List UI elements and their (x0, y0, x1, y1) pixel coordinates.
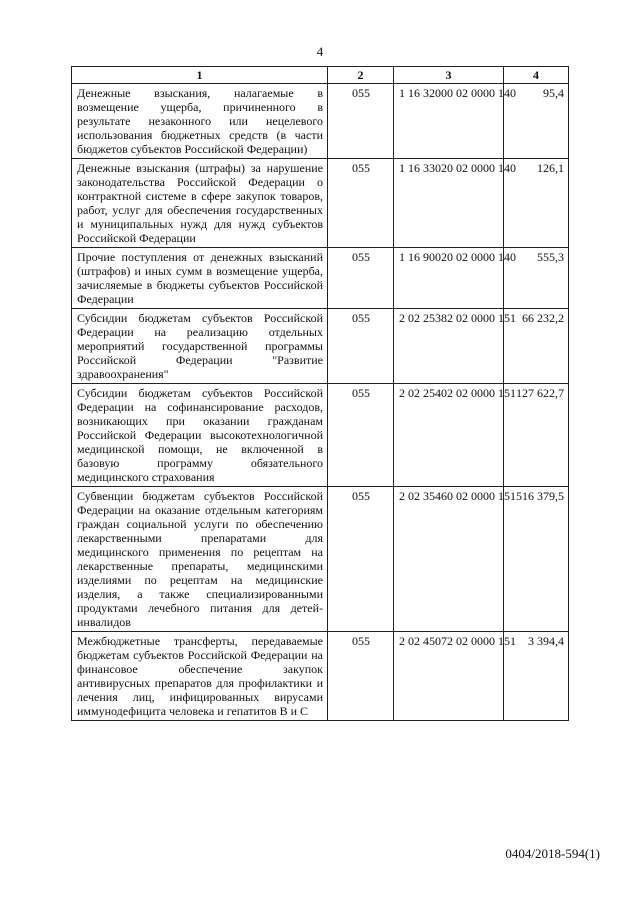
budget-revenue-table (71, 66, 569, 721)
budget-classification-code: 2 02 25402 02 0000 151 (394, 384, 504, 487)
column-header: 4 (504, 67, 569, 84)
amount: 516 379,5 (504, 487, 569, 632)
administrator-code: 055 (328, 248, 394, 309)
amount: 3 394,4 (504, 632, 569, 721)
amount: 555,3 (504, 248, 569, 309)
administrator-code: 055 (328, 632, 394, 721)
table-row (72, 487, 569, 632)
table-header-row (72, 67, 569, 84)
amount: 127 622,7 (504, 384, 569, 487)
table-row (72, 309, 569, 384)
administrator-code: 055 (328, 159, 394, 248)
budget-classification-code: 2 02 35460 02 0000 151 (394, 487, 504, 632)
administrator-code: 055 (328, 384, 394, 487)
amount: 95,4 (504, 84, 569, 159)
administrator-code: 055 (328, 309, 394, 384)
revenue-description: Субсидии бюджетам субъектов Российской Федерации на софинансирование расходов, возникающих при оказании гражданам Российской Федерации высокотехнологичной медицинской помощи, не включенной в базовую программу обязательного медицинского страхования (72, 384, 328, 487)
page-number: 4 (316, 44, 324, 59)
table-row (72, 84, 569, 159)
column-header: 2 (328, 67, 394, 84)
revenue-description: Денежные взыскания, налагаемые в возмещение ущерба, причиненного в результате незаконного или нецелевого использования бюджетных средств (в части бюджетов субъектов Российской Федерации) (72, 84, 328, 159)
column-header: 1 (72, 67, 328, 84)
amount: 66 232,2 (504, 309, 569, 384)
budget-classification-code: 1 16 33020 02 0000 140 (394, 159, 504, 248)
document-number: 0404/2018-594(1) (505, 846, 600, 861)
administrator-code: 055 (328, 84, 394, 159)
budget-classification-code: 2 02 45072 02 0000 151 (394, 632, 504, 721)
budget-classification-code: 2 02 25382 02 0000 151 (394, 309, 504, 384)
table-row (72, 384, 569, 487)
budget-classification-code: 1 16 90020 02 0000 140 (394, 248, 504, 309)
amount: 126,1 (504, 159, 569, 248)
table-row (72, 159, 569, 248)
revenue-description: Прочие поступления от денежных взысканий (штрафов) и иных сумм в возмещение ущерба, зачисляемые в бюджеты субъектов Российской Федерации (72, 248, 328, 309)
revenue-description: Денежные взыскания (штрафы) за нарушение законодательства Российской Федерации о контрактной системе в сфере закупок товаров, работ, услуг для обеспечения государственных и муниципальных нужд для нужд субъектов Российской Федерации (72, 159, 328, 248)
revenue-description: Субсидии бюджетам субъектов Российской Федерации на реализацию отдельных мероприятий государственной программы Российской Федерации "Развитие здравоохранения" (72, 309, 328, 384)
table-row (72, 248, 569, 309)
administrator-code: 055 (328, 487, 394, 632)
revenue-description: Субвенции бюджетам субъектов Российской Федерации на оказание отдельным категориям граждан социальной услуги по обеспечению лекарственными препаратами для медицинского применения по рецептам на лекарственные препараты, медицинскими изделиями по рецептам на медицинские изделия, а также специализированными продуктами лечебного питания для детей-инвалидов (72, 487, 328, 632)
column-header: 3 (394, 67, 504, 84)
revenue-description: Межбюджетные трансферты, передаваемые бюджетам субъектов Российской Федерации на финансовое обеспечение закупок антивирусных препаратов для профилактики и лечения лиц, инфицированных вирусами иммунодефицита человека и гепатитов В и С (72, 632, 328, 721)
budget-classification-code: 1 16 32000 02 0000 140 (394, 84, 504, 159)
table-row (72, 632, 569, 721)
